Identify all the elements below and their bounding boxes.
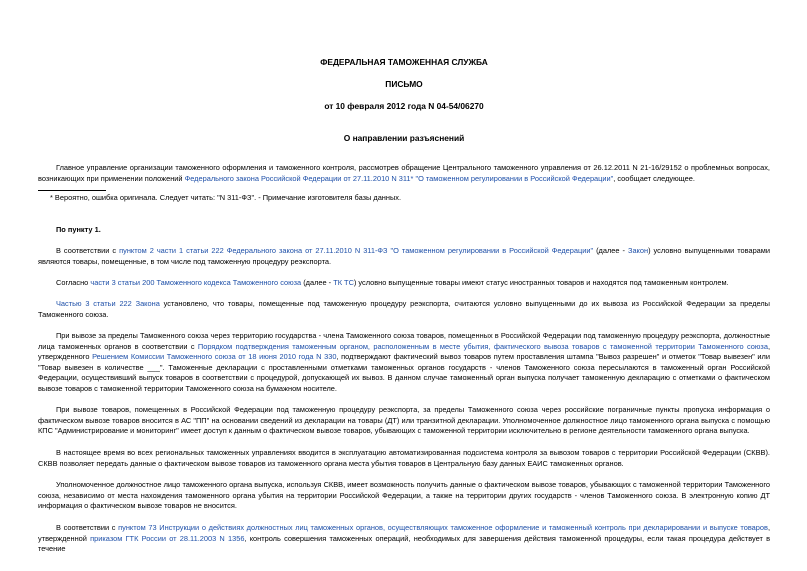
paragraph-3	[38, 299, 770, 320]
para2-text-2: (далее -	[301, 278, 334, 287]
tk-ts-link[interactable]: ТК ТС	[333, 278, 354, 287]
tk-ts-article-200-link[interactable]: части 3 статьи 200 Таможенного кодекса Таможенного союза	[90, 278, 302, 287]
paragraph-5: При вывозе товаров, помещенных в Российской Федерации под таможенную процедуру реэкспорта, за пределы Таможенного союза через российские пограничные пункты пропуска информация о фактическом вывозе товаров вносится в АС "ПП" на основании сведений из декларации на товары (ДТ) или транзитной декларации. Уполномоченное должностное лицо таможенного органа выпуска с помощью КПС "Администрирование и мониторинг" имеет доступ к данным о фактическом вывозе товаров, убывающих с таможенной территории исключительно в регионе деятельности таможенного органа выпуска.	[38, 405, 770, 436]
para4-text-3: , подтверждают фактический вывоз товаров путем проставления штампа "Вывоз разрешен" и отметок "Товар вывезен" или "Товар вывезен в количестве ___". Таможенные декларации с проставленными отметками таможенных органов государств - членов Таможенного союза пересылаются в таможенный орган Российской Федерации, осуществивший выпуск товаров в соответствии с процедурой, допускающей их вывоз. В данном случае таможенный орган выпуска получает таможенную декларацию с отметками о фактическом вывозе товаров с таможенной территории Таможенного союза на бумажном носителе.	[38, 352, 770, 393]
agency-title: ФЕДЕРАЛЬНАЯ ТАМОЖЕННАЯ СЛУЖБА	[320, 57, 488, 67]
law-article-222-link[interactable]: пунктом 2 части 1 статьи 222 Федерального закона от 27.11.2010 N 311-ФЗ "О таможенном регулировании в Российской Федерации"	[119, 246, 594, 255]
intro-text-1: Главное управление организации таможенного оформления и таможенного контроля, рассмотрев обращение Центрального таможенного управления от 26.12.2011 N 21-16/29152 о проблемных вопросах, возникающих при применении положений	[38, 163, 770, 183]
para3-text-1: установлено, что товары, помещенные под таможенную процедуру реэкспорта, считаются условно выпущенными до их вывоза из Российской Федерации за пределы Таможенного союза.	[38, 299, 770, 319]
gtk-order-1356-link[interactable]: приказом ГТК России от 28.11.2003 N 1356	[90, 533, 245, 543]
doc-type: ПИСЬМО	[385, 79, 423, 89]
para1-text-3: ) условно выпущенными товарами являются товары, помещенные, в том числе под таможенную процедуру реэкспорта.	[38, 246, 770, 266]
para2-text-1: Согласно	[56, 278, 91, 287]
intro-paragraph	[38, 163, 770, 184]
law-part-3-article-222-link[interactable]: Частью 3 статьи 222 Закона	[56, 299, 160, 308]
para8-text-2: , утвержденной	[38, 523, 770, 543]
footnote-separator	[38, 190, 106, 191]
doc-date-number: от 10 февраля 2012 года N 04-54/06270	[324, 101, 484, 111]
export-confirmation-order-link[interactable]: Порядком подтверждения таможенным органом, расположенным в месте убытия, фактического вывоза товаров с таможенной территории Таможенного союза	[197, 341, 768, 351]
para8-text-3: , контроль совершения таможенных операций, необходимых для завершения действия таможенной процедуры, если такая процедура действует в течение	[38, 533, 771, 554]
para1-text-2: (далее -	[593, 246, 628, 255]
instruction-point-73-link[interactable]: пунктом 73 Инструкции о действиях должностных лиц таможенных органов, осуществляющих таможенное оформление и таможенный контроль при декларировании и выпуске товаров	[118, 523, 768, 532]
para4-text-2: , утвержденного	[38, 341, 770, 362]
para1-text-1: В соответствии с	[56, 246, 120, 255]
commission-decision-330-link[interactable]: Решением Комиссии Таможенного союза от 18 июня 2010 года N 330	[92, 352, 337, 362]
paragraph-2	[38, 278, 770, 289]
paragraph-1	[38, 246, 770, 267]
paragraph-7: Уполномоченное должностное лицо таможенного органа выпуска, используя СКВВ, имеет возможность получить данные о фактическом вывозе товаров, убывающих с таможенной территории Таможенного союза, независимо от места нахождения таможенного органа убытия на территории Российской Федерации, а также на территории других государств - членов Таможенного союза. В электронную копию ДТ информация о фактическом вывозе товаров не вносится.	[38, 480, 770, 511]
point-1-title: По пункту 1.	[56, 225, 101, 234]
doc-subject: О направлении разъяснений	[343, 133, 465, 143]
footnote: * Вероятно, ошибка оригинала. Следует читать: "N 311-ФЗ". - Примечание изготовителя базы данных.	[50, 193, 402, 202]
law-link[interactable]: Закон	[627, 246, 649, 255]
intro-text-2: , сообщает следующее.	[613, 173, 695, 183]
law-311-link[interactable]: Федерального закона Российской Федерации от 27.11.2010 N 311* "О таможенном регулировании в Российской Федерации"	[184, 173, 614, 183]
para8-text-1: В соответствии с	[56, 523, 119, 532]
paragraph-6: В настоящее время во всех региональных таможенных управлениях вводится в эксплуатацию автоматизированная подсистема контроля за вывозом товаров с территории Российской Федерации (СКВВ). СКВВ позволяет передать данные о фактическом вывозе товаров из таможенного органа места убытия товаров в Центральную базу данных ЕАИС таможенных органов.	[38, 448, 770, 468]
paragraph-8	[38, 523, 770, 555]
para2-text-3: ) условно выпущенные товары имеют статус иностранных товаров и находятся под таможенным контролем.	[353, 278, 729, 287]
para4-text-1: При вывозе за пределы Таможенного союза через территорию государства - члена Таможенного союза товаров, помещенных в Российской Федерации под таможенную процедуру реэкспорта, должностные лица таможенных органов в соответствии с	[38, 331, 770, 351]
paragraph-4	[38, 331, 770, 395]
